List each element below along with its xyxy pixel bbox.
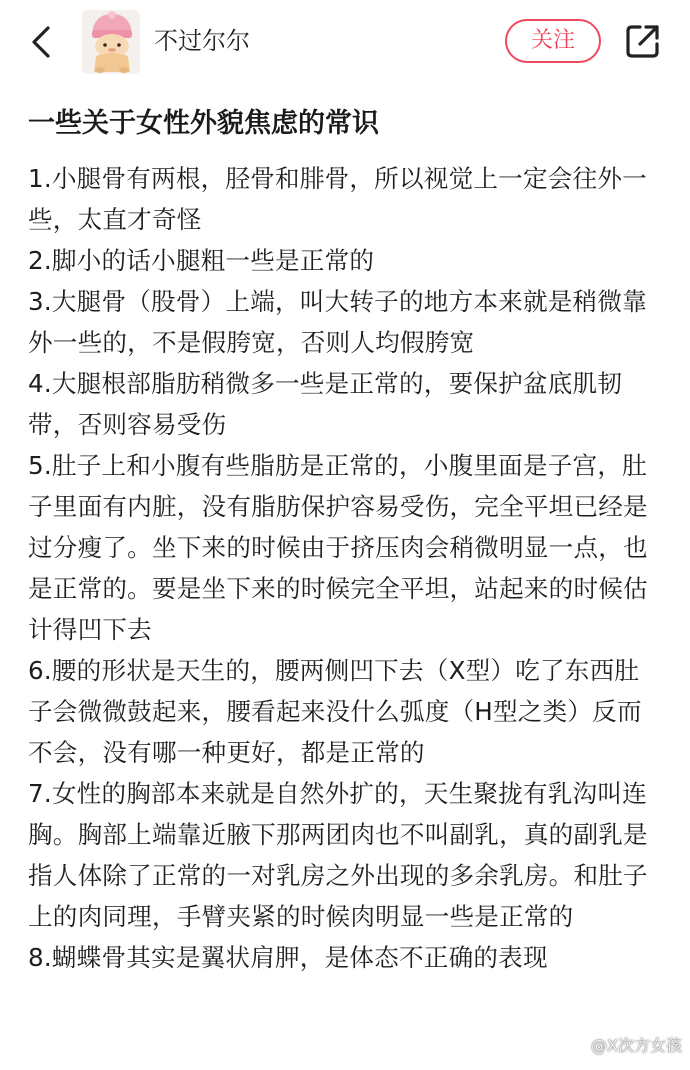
follow-button[interactable]: 关注 — [505, 19, 601, 63]
list-item: 2.脚小的话小腿粗一些是正常的 — [28, 246, 375, 275]
list-item: 5.肚子上和小腹有些脂肪是正常的，小腹里面是子宫，肚子里面有内脏，没有脂肪保护容易受伤，完全平坦已经是过分瘦了。坐下来的时候由于挤压肉会稍微明显一点，也是正常的。要是坐下来的时候完全平坦，站起来的时候估计得凹下去 — [28, 451, 648, 644]
list-item: 7.女性的胸部本来就是自然外扩的，天生聚拢有乳沟叫连胸。胸部上端靠近腋下那两团肉也不叫副乳，真的副乳是指人体除了正常的一对乳房之外出现的多余乳房。和肚子上的肉同理，手臂夹紧的时候肉明显一些是正常的 — [28, 779, 648, 931]
chevron-left-icon[interactable] — [26, 22, 56, 62]
avatar[interactable] — [82, 10, 140, 74]
watermark: @X次方女孩 — [591, 1036, 682, 1055]
list-item: 3.大腿骨（股骨）上端，叫大转子的地方本来就是稍微靠外一些的，不是假胯宽，否则人均假胯宽 — [28, 287, 647, 357]
post-body — [28, 158, 662, 978]
post-title: 一些关于女性外貌焦虑的常识 — [28, 108, 379, 139]
share-arrow-icon[interactable] — [624, 22, 662, 60]
list-item: 8.蝴蝶骨其实是翼状肩胛，是体态不正确的表现 — [28, 943, 548, 972]
list-item: 1.小腿骨有两根，胫骨和腓骨，所以视觉上一定会往外一些，太直才奇怪 — [28, 164, 647, 234]
username[interactable]: 不过尔尔 — [154, 27, 250, 55]
list-item: 6.腰的形状是天生的，腰两侧凹下去（X型）吃了东西肚子会微微鼓起来，腰看起来没什么弧度（H型之类）反而不会，没有哪一种更好，都是正常的 — [28, 656, 642, 767]
list-item: 4.大腿根部脂肪稍微多一些是正常的，要保护盆底肌韧带，否则容易受伤 — [28, 369, 623, 439]
top-bar — [0, 0, 690, 84]
